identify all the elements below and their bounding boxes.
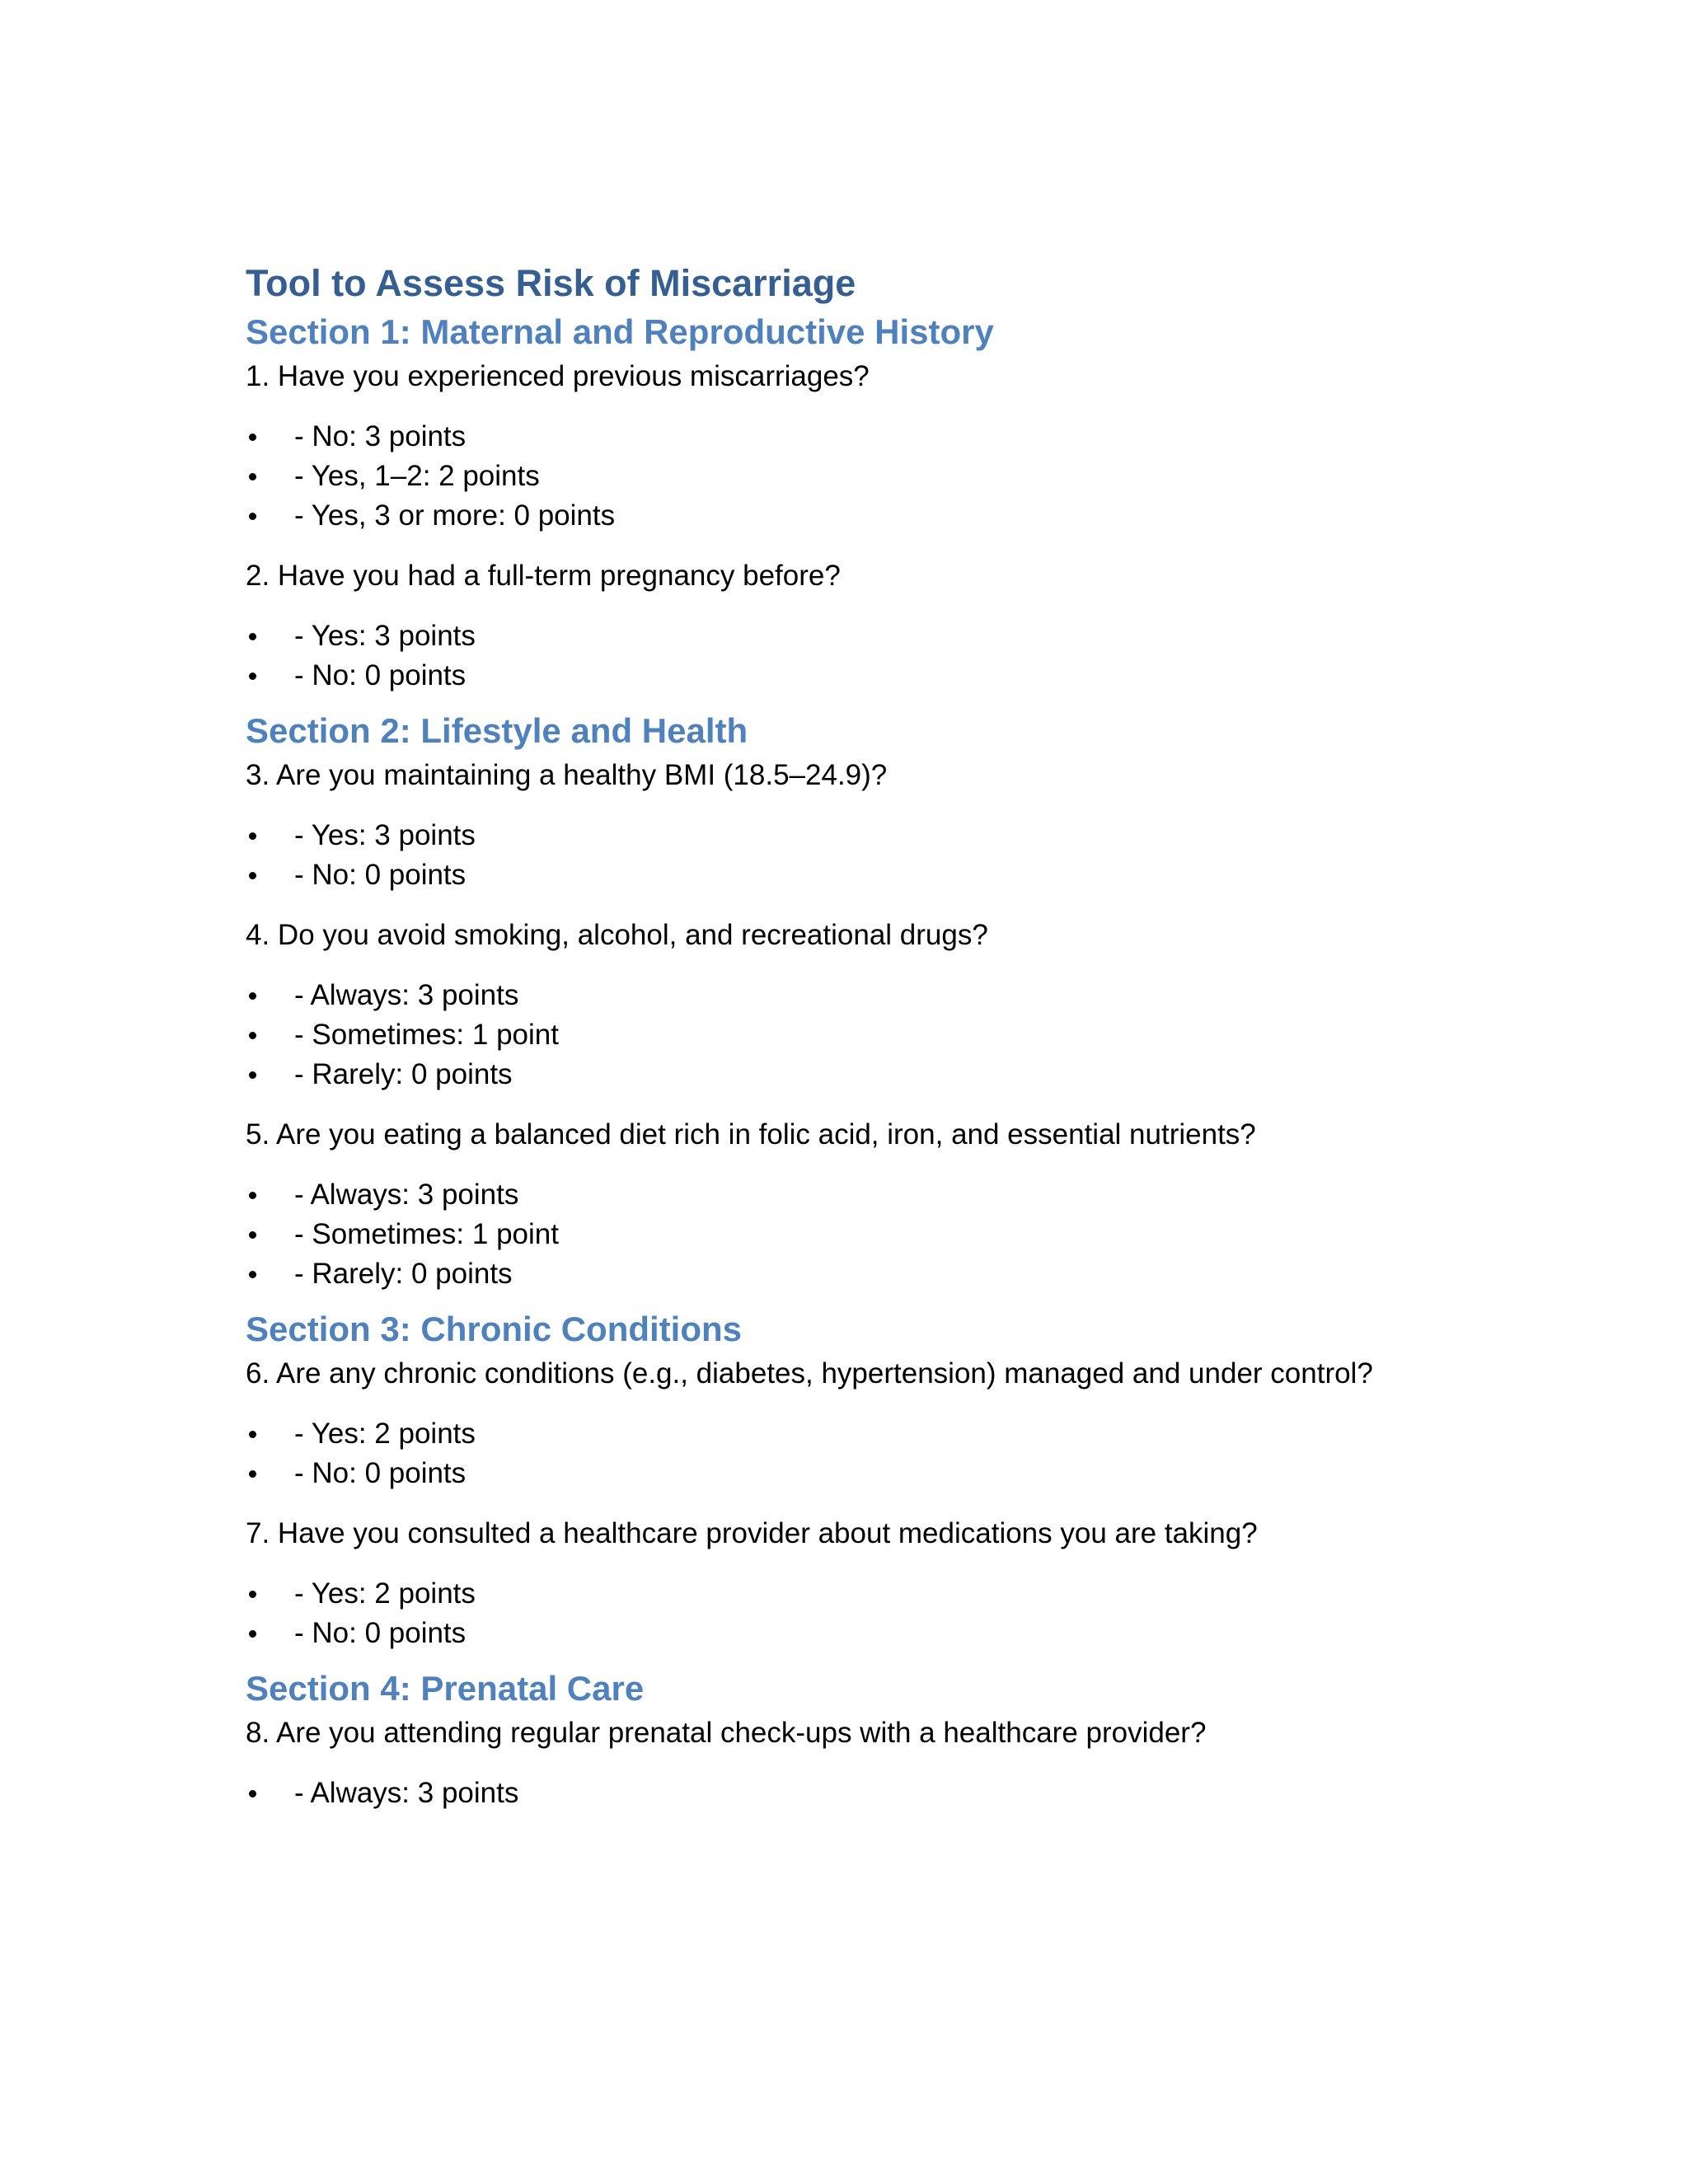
- answer-option: [246, 457, 1449, 496]
- answer-options-list: [246, 417, 1449, 536]
- question-block: [246, 913, 1449, 1094]
- bullet-icon: [249, 473, 256, 480]
- answer-option-label: - Always: 3 points: [294, 979, 519, 1011]
- section: [246, 1307, 1449, 1653]
- answer-option: [246, 1175, 1449, 1215]
- bullet-icon: [249, 1271, 256, 1278]
- answer-options-list: [246, 1414, 1449, 1493]
- answer-option: [246, 976, 1449, 1015]
- answer-option: [246, 1454, 1449, 1493]
- bullet-icon: [249, 633, 256, 640]
- question-text: 8. Are you attending regular prenatal check-ups with a healthcare provider?: [246, 1717, 1207, 1749]
- answer-option: [246, 816, 1449, 855]
- sections-container: [246, 310, 1449, 1813]
- section: [246, 1666, 1449, 1813]
- bullet-icon: [249, 872, 256, 879]
- bullet-icon: [249, 513, 256, 520]
- question-block: [246, 753, 1449, 895]
- answer-option: [246, 1215, 1449, 1254]
- answer-option: [246, 656, 1449, 696]
- question-block: [246, 1352, 1449, 1493]
- answer-options-list: [246, 976, 1449, 1094]
- question-text: 4. Do you avoid smoking, alcohol, and recreational drugs?: [246, 919, 988, 951]
- bullet-icon: [249, 1790, 256, 1797]
- question-text: 6. Are any chronic conditions (e.g., diabetes, hypertension) managed and under control?: [246, 1357, 1373, 1390]
- answer-option: [246, 496, 1449, 536]
- answer-option-label: - Rarely: 0 points: [294, 1058, 513, 1090]
- answer-option-label: - No: 3 points: [294, 420, 467, 452]
- section: [246, 310, 1449, 696]
- answer-options-list: [246, 1175, 1449, 1294]
- question-block: [246, 554, 1449, 696]
- bullet-icon: [249, 1591, 256, 1598]
- document-content: [246, 257, 1449, 1813]
- answer-option: [246, 1015, 1449, 1055]
- bullet-icon: [249, 1470, 256, 1478]
- answer-option: [246, 417, 1449, 457]
- answer-option-label: - Yes: 2 points: [294, 1418, 476, 1450]
- answer-option: [246, 1614, 1449, 1653]
- answer-option-label: - Sometimes: 1 point: [294, 1019, 559, 1051]
- section-heading: Section 2: Lifestyle and Health: [246, 711, 748, 750]
- bullet-icon: [249, 832, 256, 840]
- bullet-icon: [249, 1032, 256, 1039]
- answer-option-label: - No: 0 points: [294, 1617, 467, 1649]
- question-text: 5. Are you eating a balanced diet rich in folic acid, iron, and essential nutrients?: [246, 1118, 1256, 1151]
- answer-option: [246, 1574, 1449, 1614]
- answer-options-list: [246, 616, 1449, 696]
- bullet-icon: [249, 1431, 256, 1438]
- answer-option: [246, 616, 1449, 656]
- section-heading: Section 1: Maternal and Reproductive History: [246, 312, 994, 351]
- answer-option: [246, 855, 1449, 895]
- bullet-icon: [249, 1630, 256, 1638]
- question-text: 3. Are you maintaining a healthy BMI (18.5–24.9)?: [246, 759, 888, 791]
- answer-option-label: - Yes, 3 or more: 0 points: [294, 499, 616, 532]
- question-text: 1. Have you experienced previous miscarriages?: [246, 360, 870, 392]
- answer-option-label: - No: 0 points: [294, 659, 467, 691]
- answer-option-label: - No: 0 points: [294, 1457, 467, 1489]
- answer-option-label: - Yes: 3 points: [294, 819, 476, 851]
- answer-option: [246, 1254, 1449, 1294]
- answer-option: [246, 1414, 1449, 1454]
- bullet-icon: [249, 1192, 256, 1199]
- answer-options-list: [246, 816, 1449, 895]
- section-heading: Section 3: Chronic Conditions: [246, 1310, 743, 1348]
- section: [246, 709, 1449, 1294]
- bullet-icon: [249, 434, 256, 441]
- question-text: 2. Have you had a full-term pregnancy before?: [246, 560, 841, 592]
- question-block: [246, 354, 1449, 536]
- answer-option-label: - Rarely: 0 points: [294, 1258, 513, 1290]
- question-text: 7. Have you consulted a healthcare provider about medications you are taking?: [246, 1517, 1258, 1549]
- document-title: Tool to Assess Risk of Miscarriage: [246, 262, 856, 304]
- bullet-icon: [249, 1231, 256, 1239]
- answer-option-label: - Yes: 2 points: [294, 1577, 476, 1610]
- answer-options-list: [246, 1774, 1449, 1813]
- answer-option-label: - Yes, 1–2: 2 points: [294, 460, 540, 492]
- question-block: [246, 1511, 1449, 1653]
- bullet-icon: [249, 1071, 256, 1079]
- answer-option-label: - Always: 3 points: [294, 1777, 519, 1809]
- question-block: [246, 1113, 1449, 1294]
- answer-option-label: - Sometimes: 1 point: [294, 1218, 559, 1250]
- answer-option: [246, 1055, 1449, 1094]
- answer-option: [246, 1774, 1449, 1813]
- question-block: [246, 1711, 1449, 1813]
- answer-option-label: - Always: 3 points: [294, 1179, 519, 1211]
- bullet-icon: [249, 992, 256, 1000]
- answer-option-label: - No: 0 points: [294, 859, 467, 891]
- section-heading: Section 4: Prenatal Care: [246, 1669, 645, 1708]
- bullet-icon: [249, 673, 256, 680]
- answer-options-list: [246, 1574, 1449, 1653]
- answer-option-label: - Yes: 3 points: [294, 620, 476, 652]
